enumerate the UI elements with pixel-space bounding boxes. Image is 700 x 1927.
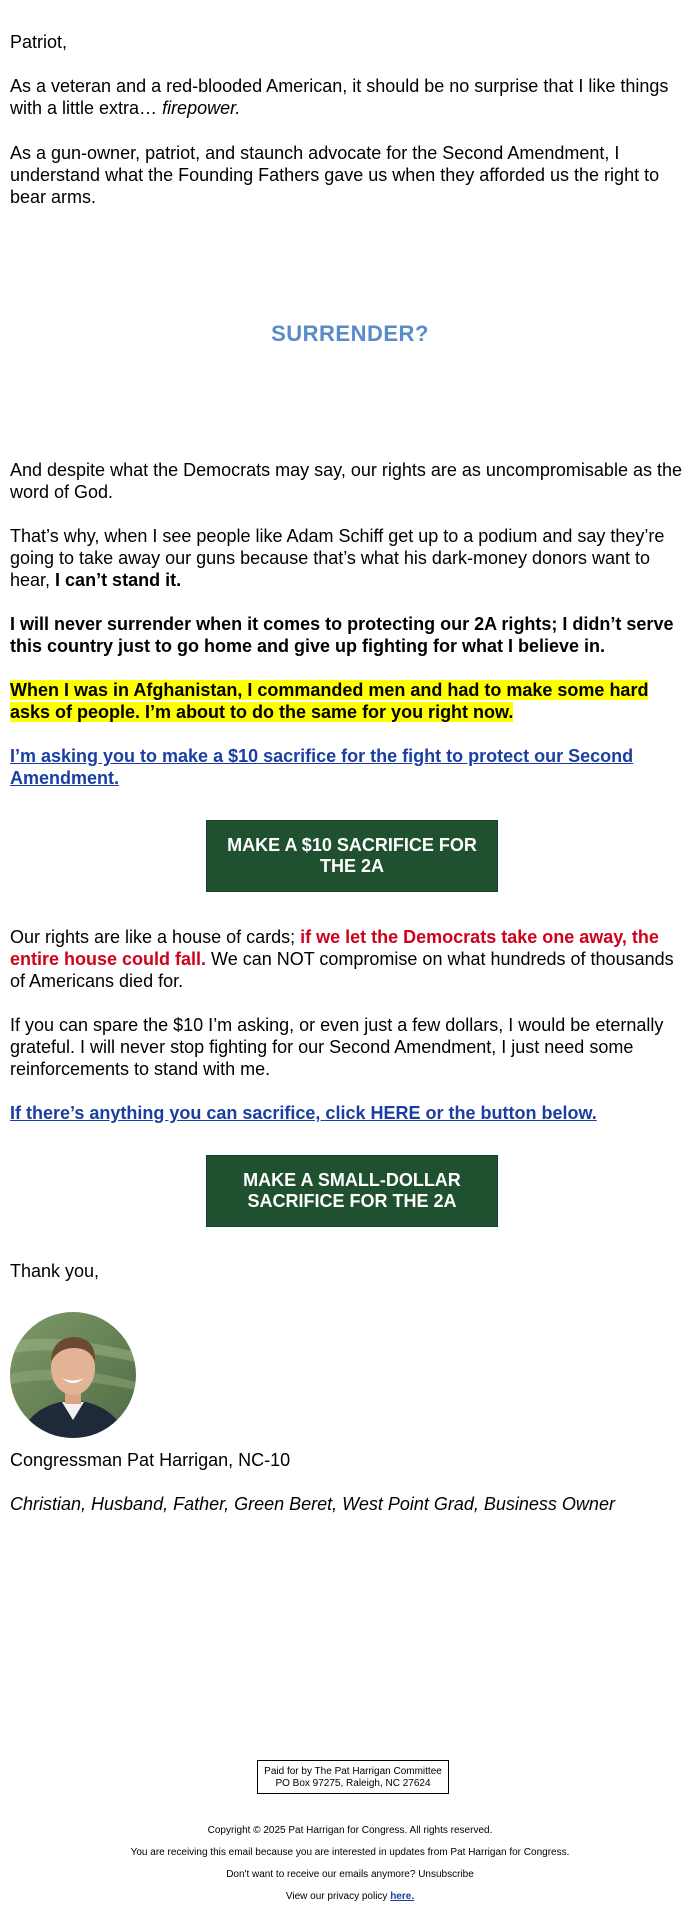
click-here-paragraph xyxy=(10,1102,690,1124)
cta-small-dollar-button[interactable]: MAKE A SMALL-DOLLAR SACRIFICE FOR THE 2A xyxy=(206,1155,498,1227)
house-of-cards-text: Our rights are like a house of cards; xyxy=(10,927,301,947)
paragraph-schiff xyxy=(10,525,690,591)
receiving-notice: You are receiving this email because you are interested in updates from Pat Harrigan for Congress. xyxy=(130,1847,570,1858)
avatar xyxy=(10,1312,136,1438)
unsubscribe-text: Don't want to receive our emails anymore? xyxy=(226,1869,419,1880)
paragraph-schiff-text: That’s why, when I see people like Adam Schiff get up to a podium and say they’re going to take away our guns because that’s what his dark-money donors want to hear, xyxy=(10,526,665,590)
privacy-line xyxy=(10,1891,690,1903)
afghanistan-highlight: When I was in Afghanistan, I commanded men and had to make some hard asks of people. I’m about to do the same for you right now. xyxy=(10,680,649,722)
paragraph-veteran-text: As a veteran and a red-blooded American, it should be no surprise that I like things with a little extra… xyxy=(10,76,669,118)
firepower-emphasis: firepower. xyxy=(162,98,241,118)
privacy-link[interactable]: here. xyxy=(390,1891,415,1902)
paid-for-box xyxy=(257,1760,449,1794)
paragraph-spare-10: If you can spare the $10 I’m asking, or even just a few dollars, I would be eternally grateful. I will never stop fighting for our Second Amendment, I just need some reinforcements to stand with me. xyxy=(10,1015,664,1079)
signoff: Thank you, xyxy=(10,1261,100,1281)
paragraph-afghanistan xyxy=(10,679,690,723)
paragraph-never-surrender: I will never surrender when it comes to protecting our 2A rights; I didn’t serve this country just to go home and give up fighting for what I believe in. xyxy=(10,614,674,656)
paid-for-line-1: Paid for by The Pat Harrigan Committee xyxy=(264,1766,442,1777)
cta-10-sacrifice-button[interactable]: MAKE A $10 SACRIFICE FOR THE 2A xyxy=(206,820,498,892)
cant-stand-it-emphasis: I can’t stand it. xyxy=(55,570,182,590)
copyright: Copyright © 2025 Pat Harrigan for Congress. All rights reserved. xyxy=(207,1825,493,1836)
house-could-fall-emphasis: if we let the Democrats take one away, the entire house could fall. xyxy=(10,927,659,969)
greeting: Patriot, xyxy=(10,32,68,52)
signature-name: Congressman Pat Harrigan, NC-10 xyxy=(10,1450,291,1470)
surrender-headline: SURRENDER? xyxy=(271,321,429,346)
sacrifice-10-link[interactable]: I’m asking you to make a $10 sacrifice for the fight to protect our Second Amendment. xyxy=(10,746,634,788)
paragraph-veteran xyxy=(10,75,690,119)
candidate-portrait-icon xyxy=(10,1312,136,1438)
click-here-link[interactable]: If there’s anything you can sacrifice, click HERE or the button below. xyxy=(10,1103,597,1123)
unsubscribe-line xyxy=(10,1869,690,1881)
paragraph-gun-owner: As a gun-owner, patriot, and staunch advocate for the Second Amendment, I understand what the Founding Fathers gave us when they afforded us the right to bear arms. xyxy=(10,143,660,207)
paragraph-house-of-cards xyxy=(10,926,690,992)
unsubscribe-link[interactable]: Unsubscribe xyxy=(418,1869,474,1880)
paragraph-democrats: And despite what the Democrats may say, our rights are as uncompromisable as the word of God. xyxy=(10,460,682,502)
sacrifice-link-paragraph xyxy=(10,745,690,789)
house-of-cards-text-end: We can NOT compromise on what hundreds of thousands of Americans died for. xyxy=(10,949,674,991)
signature-tagline: Christian, Husband, Father, Green Beret, West Point Grad, Business Owner xyxy=(10,1494,615,1514)
paid-for-address: PO Box 97275, Raleigh, NC 27624 xyxy=(275,1778,431,1789)
privacy-text: View our privacy policy xyxy=(285,1891,391,1902)
